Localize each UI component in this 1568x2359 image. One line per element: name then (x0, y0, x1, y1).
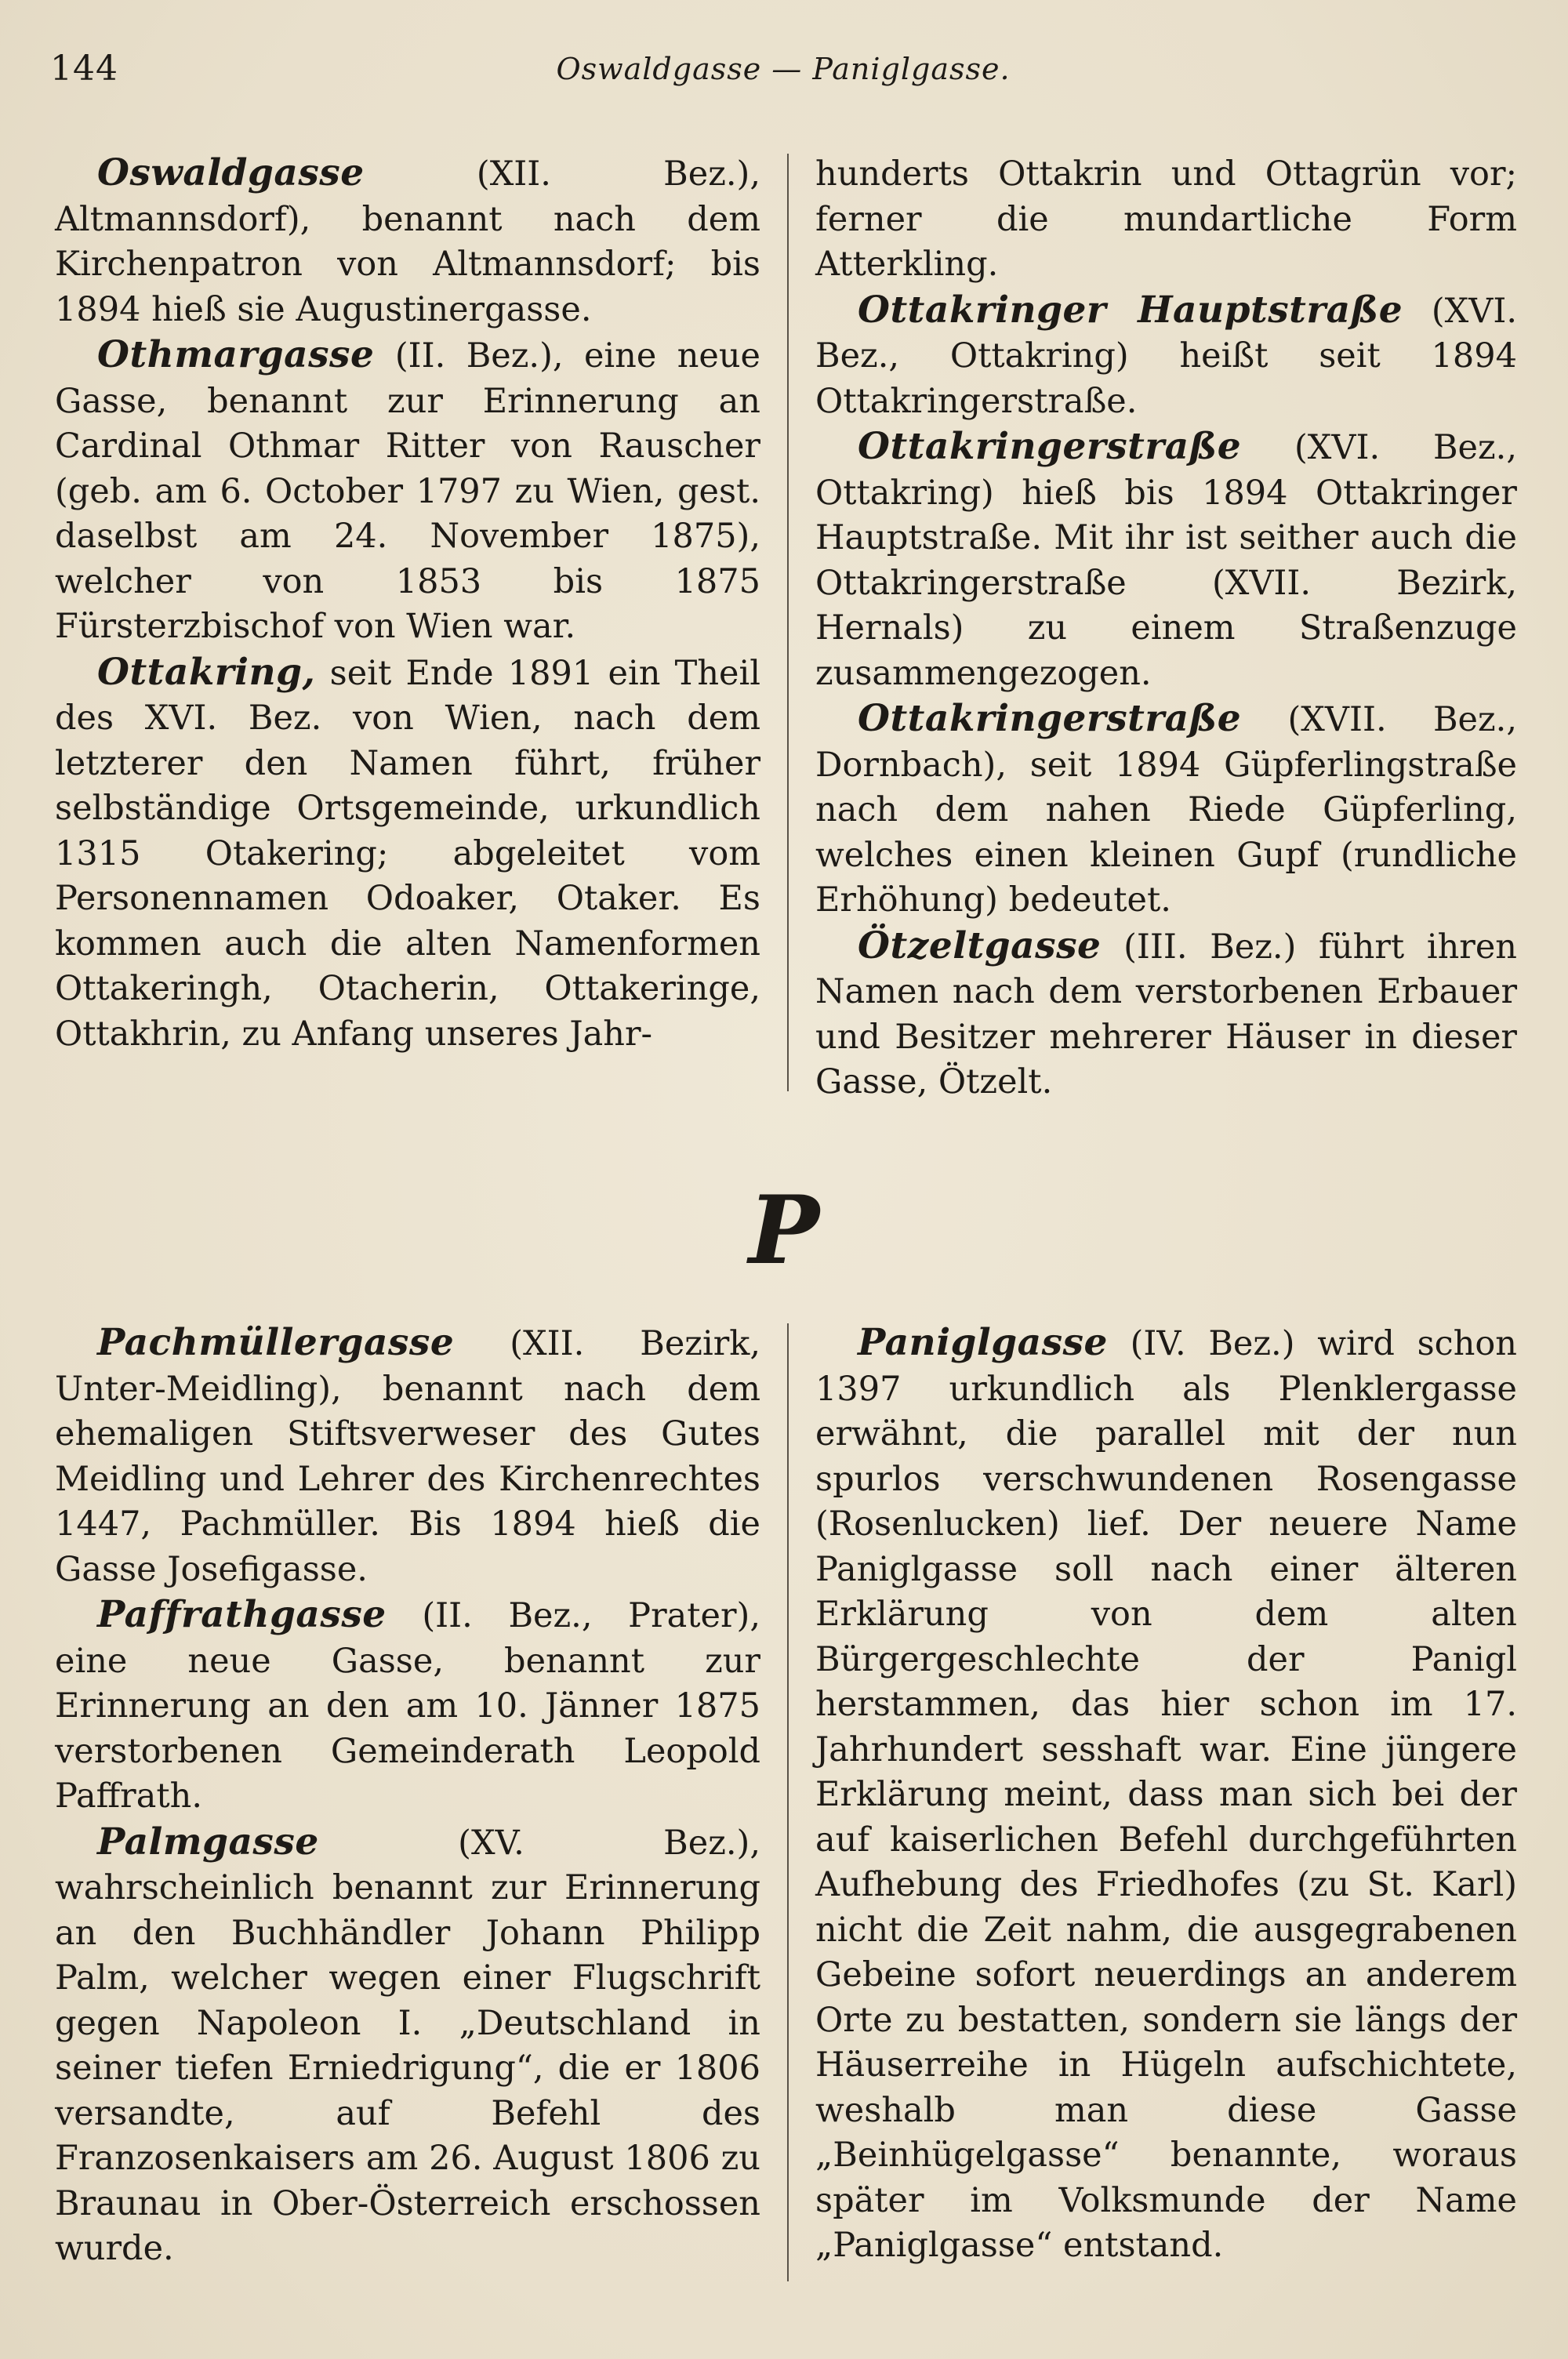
entry-text: (XV. Bez.), wahrscheinlich benannt zur Erinnerung an den Buchhändler Johann Philipp Palm, welcher wegen einer Flugschrift gegen Napoleon I. „Deutschland in seiner tiefen Erniedrigung“, die er 1806 versandte, auf Befehl des Franzosenkaisers am 26. August 1806 zu Braunau in Ober-Österreich erschossen wurde. (55, 1823, 760, 2268)
column-top-left (55, 151, 760, 1057)
entry-text: (XII. Bezirk, Unter-Meidling), benannt nach dem ehemaligen Stiftsverweser des Gutes Meidling und Lehrer des Kirchenrechtes 1447, Pachmüller. Bis 1894 hieß die Gasse Josefigasse. (55, 1324, 760, 1589)
running-head: Oswaldgasse — Paniglgasse. (556, 52, 1011, 86)
entry-headword: Paniglgasse (858, 1321, 1108, 1364)
entry-headword: Ottakringerstraße (858, 697, 1242, 740)
column-divider-bottom (787, 1323, 789, 2281)
column-divider-top (787, 154, 789, 1091)
entry-headword: Ottakringerstraße (858, 425, 1242, 468)
entry-ottakring-continued (815, 151, 1517, 288)
entry-headword: Ötzeltgasse (858, 924, 1102, 967)
entry-headword: Paffrathgasse (97, 1593, 387, 1636)
entry-ottakring (55, 650, 760, 1058)
entry-text: (IV. Bez.) wird schon 1397 urkundlich als Plenklergasse erwähnt, die parallel mit der nun spurlos verschwundenen Rosengasse (Rosenlucken) lief. Der neuere Name Paniglgasse soll nach einer älteren Erklärung von dem alten Bürgergeschlechte der Panigl herstammen, das hier schon im 17. Jahrhundert sesshaft war. Eine jüngere Erklärung meint, dass man sich bei der auf kaiserlichen Befehl durchgeführten Aufhebung des Friedhofes (zu St. Karl) nicht die Zeit nahm, die ausgegrabenen Gebeine sofort neuerdings an anderem Orte zu bestatten, sondern sie längs der Häuserreihe in Hügeln aufschichtete, weshalb man diese Gasse „Beinhügelgasse“ benannte, woraus später im Volksmunde der Name „Paniglgasse“ entstand. (815, 1324, 1517, 2265)
page-number: 144 (50, 49, 118, 89)
entry-headword: Othmargasse (97, 333, 375, 376)
entry-text: (XII. Bez.), Altmannsdorf), benannt nach dem Kirchenpatron von Altmannsdorf; bis 1894 hieß sie Augustinergasse. (55, 154, 760, 329)
entry-text: (XVI. Bez., Ottakring) hieß bis 1894 Ottakringer Hauptstraße. Mit ihr ist seither auch die Ottakringerstraße (XVII. Bezirk, Hernals) zu einem Straßenzuge zusammengezogen. (815, 428, 1517, 693)
entry-palmgasse (55, 1820, 760, 2272)
column-bottom-right (815, 1320, 1517, 2269)
entry-paffrathgasse (55, 1592, 760, 1820)
column-bottom-left (55, 1320, 760, 2272)
entry-text: hunderts Ottakrin und Ottagrün vor; ferner die mundartliche Form Atterkling. (815, 154, 1517, 284)
page-header (50, 49, 1516, 96)
entry-ottakringerstrasse-xvi (815, 424, 1517, 696)
entry-headword: Ottakringer Hauptstraße (858, 288, 1403, 332)
section-letter-heading: P (748, 1175, 820, 1286)
entry-othmargasse (55, 332, 760, 650)
entry-text: (XVI. Bez., Ottakring) heißt seit 1894 Ottakringerstraße. (815, 291, 1517, 421)
entry-text: (III. Bez.) führt ihren Namen nach dem verstorbenen Erbauer und Besitzer mehrerer Häuser in dieser Gasse, Ötzelt. (815, 927, 1517, 1101)
entry-paniglgasse (815, 1320, 1517, 2269)
entry-ottakringer-hauptstrasse (815, 288, 1517, 425)
entry-headword: Pachmüllergasse (97, 1321, 455, 1364)
entry-text: (II. Bez.), eine neue Gasse, benannt zur Erinnerung an Cardinal Othmar Ritter von Rauscher (geb. am 6. October 1797 zu Wien, gest. daselbst am 24. November 1875), welcher von 1853 bis 1875 Fürsterzbischof von Wien war. (55, 336, 760, 646)
entry-headword: Oswaldgasse (97, 151, 365, 194)
entry-ottakringerstrasse-xvii (815, 696, 1517, 924)
entry-text: seit Ende 1891 ein Theil des XVI. Bez. von Wien, nach dem letzterer den Namen führt, früher selbständige Ortsgemeinde, urkundlich 1315 Otakering; abgeleitet vom Personennamen Odoaker, Otaker. Es kommen auch die alten Namenformen Ottakeringh, Otacherin, Ottakeringe, Ottakhrin, zu Anfang unseres Jahr- (55, 653, 760, 1054)
column-top-right (815, 151, 1517, 1105)
entry-text: (XVII. Bez., Dornbach), seit 1894 Güpferlingstraße nach dem nahen Riede Güpferling, welches einen kleinen Gupf (rundliche Erhöhung) bedeutet. (815, 700, 1517, 920)
entry-oetzeltgasse (815, 924, 1517, 1105)
entry-pachmuellergasse (55, 1320, 760, 1592)
entry-oswaldgasse (55, 151, 760, 332)
entry-headword: Palmgasse (97, 1820, 319, 1864)
entry-text: (II. Bez., Prater), eine neue Gasse, benannt zur Erinnerung an den am 10. Jänner 1875 verstorbenen Gemeinderath Leopold Paffrath. (55, 1596, 760, 1816)
entry-headword: Ottakring, (97, 650, 316, 694)
